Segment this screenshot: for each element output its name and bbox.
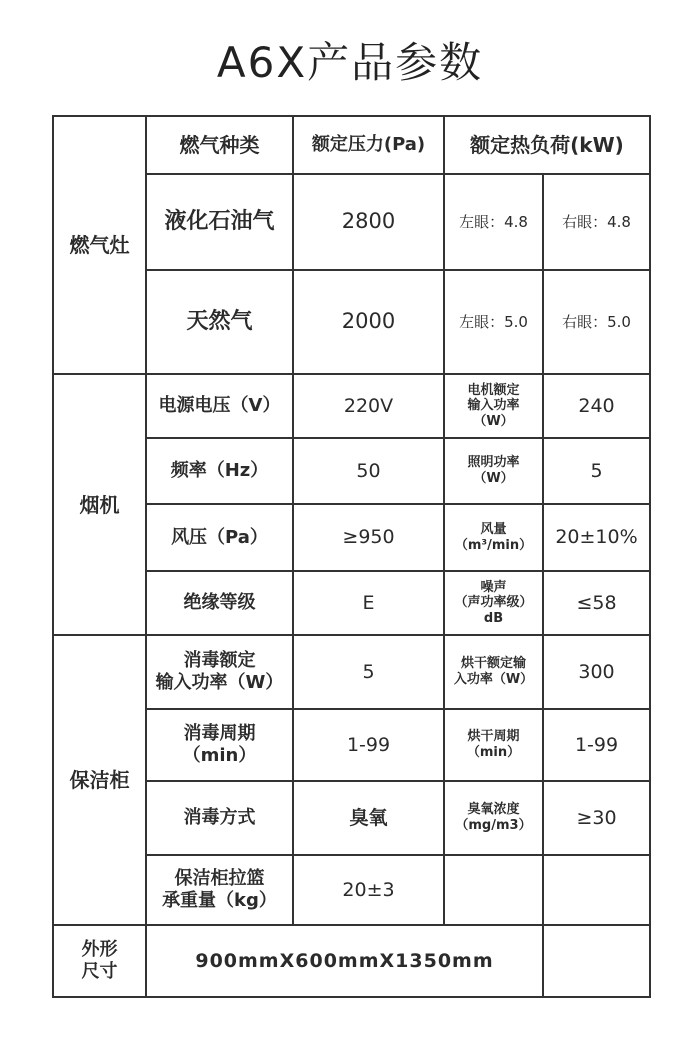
gas-type-cell: 液化石油气 xyxy=(146,174,293,270)
left-burner-cell: 左眼：5.0 xyxy=(444,270,543,374)
pressure-cell: 2000 xyxy=(293,270,444,374)
param-label: 电源电压（V） xyxy=(146,374,293,438)
section-stove: 燃气灶 xyxy=(53,116,146,374)
left-burner-cell: 左眼：4.8 xyxy=(444,174,543,270)
param-value: 50 xyxy=(293,438,444,504)
dimensions-label: 外形 尺寸 xyxy=(53,925,146,997)
section-cabinet: 保洁柜 xyxy=(53,635,146,925)
spec-table xyxy=(52,115,651,998)
param-label: 消毒周期 （min） xyxy=(146,709,293,781)
param-value-2: ≥30 xyxy=(543,781,650,855)
param-value: 1-99 xyxy=(293,709,444,781)
param-value: 5 xyxy=(293,635,444,709)
table-row xyxy=(53,374,650,438)
param-value: 臭氧 xyxy=(293,781,444,855)
param-value-2: 240 xyxy=(543,374,650,438)
param-value-2: 1-99 xyxy=(543,709,650,781)
param-label: 保洁柜拉篮 承重量（kg） xyxy=(146,855,293,925)
header-rated-heat-load: 额定热负荷(kW) xyxy=(444,116,650,174)
empty-cell xyxy=(543,925,650,997)
param-value-2: 20±10% xyxy=(543,504,650,571)
dimensions-row xyxy=(53,925,650,997)
param-value: ≥950 xyxy=(293,504,444,571)
param-label: 消毒额定 输入功率（W） xyxy=(146,635,293,709)
table-row xyxy=(53,635,650,709)
param-label: 绝缘等级 xyxy=(146,571,293,635)
header-rated-pressure: 额定压力(Pa) xyxy=(293,116,444,174)
param-value-2 xyxy=(543,855,650,925)
param-label: 消毒方式 xyxy=(146,781,293,855)
param-value-2: 300 xyxy=(543,635,650,709)
param-label-2: 烘干周期 （min） xyxy=(444,709,543,781)
param-value-2: ≤58 xyxy=(543,571,650,635)
param-label: 风压（Pa） xyxy=(146,504,293,571)
param-value-2: 5 xyxy=(543,438,650,504)
param-label-2: 臭氧浓度 （mg/m3） xyxy=(444,781,543,855)
param-label-2 xyxy=(444,855,543,925)
param-label-2: 电机额定 输入功率 （W） xyxy=(444,374,543,438)
right-burner-cell: 右眼：4.8 xyxy=(543,174,650,270)
param-label-2: 照明功率 （W） xyxy=(444,438,543,504)
param-value: 20±3 xyxy=(293,855,444,925)
param-label-2: 烘干额定输 入功率（W） xyxy=(444,635,543,709)
page-title: A6X产品参数 xyxy=(216,38,484,87)
param-value: E xyxy=(293,571,444,635)
pressure-cell: 2800 xyxy=(293,174,444,270)
dimensions-value: 900mmX600mmX1350mm xyxy=(146,925,543,997)
param-label: 频率（Hz） xyxy=(146,438,293,504)
right-burner-cell: 右眼：5.0 xyxy=(543,270,650,374)
section-hood: 烟机 xyxy=(53,374,146,635)
param-label-2: 噪声 （声功率级） dB xyxy=(444,571,543,635)
header-row xyxy=(53,116,650,174)
param-label-2: 风量 （m³/min） xyxy=(444,504,543,571)
header-gas-type: 燃气种类 xyxy=(146,116,293,174)
gas-type-cell: 天然气 xyxy=(146,270,293,374)
param-value: 220V xyxy=(293,374,444,438)
